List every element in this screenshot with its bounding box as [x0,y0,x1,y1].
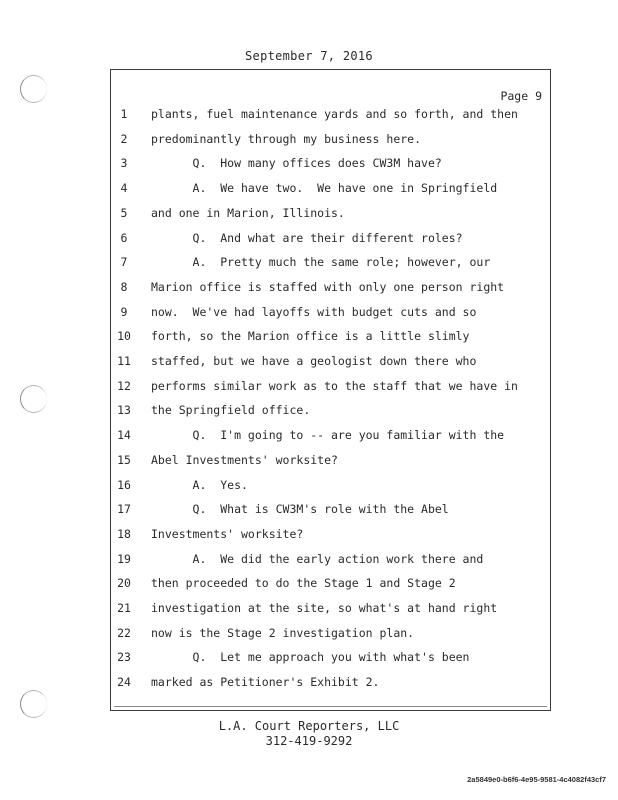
line-text: A. We have two. We have one in Springfield [151,181,498,196]
line-number: 12 [117,378,131,393]
line-number: 2 [120,131,128,146]
punch-hole-top [20,75,47,103]
line-number: 11 [117,354,131,368]
line-number: 23 [117,650,131,665]
page-number: Page 9 [500,89,542,103]
line-text: A. We did the early action work there and [151,551,484,566]
line-number: 22 [117,625,131,640]
line-number: 17 [117,502,131,517]
line-number: 18 [117,526,131,541]
line-number: 15 [117,452,131,467]
line-number: 14 [117,428,131,443]
frame-bottom-rule [114,706,547,707]
line-text: Q. How many offices does CW3M have? [151,156,442,171]
line-number: 20 [117,576,131,591]
line-number: 4 [120,181,128,196]
line-text: A. Pretty much the same role; however, our [151,255,491,270]
line-text: Q. And what are their different roles? [151,230,463,245]
line-text: now. We've had layoffs with budget cuts and so [151,304,477,319]
line-text: plants, fuel maintenance yards and so forth, and then [151,107,518,121]
line-number: 21 [117,601,131,615]
line-text: staffed, but we have a geologist down there who [151,354,477,368]
punch-hole-bottom [20,690,47,718]
line-text: investigation at the site, so what's at hand right [151,601,498,615]
line-text: then proceeded to do the Stage 1 and Stage 2 [151,576,456,591]
document-hash: 2a5849e0-b6f6-4e95-9581-4c4082f43cf7 [467,775,606,784]
line-text: Marion office is staffed with only one person right [151,279,505,294]
line-text: performs similar work as to the staff that we have in [151,378,518,393]
court-reporter-phone: 312-419-9292 [265,734,353,748]
line-text: Investments' worksite? [151,526,304,541]
line-number: 9 [120,304,128,319]
line-text: and one in Marion, Illinois. [151,205,345,220]
line-text: A. Yes. [151,477,248,492]
line-number: 3 [120,156,128,171]
line-number: 10 [117,329,131,344]
line-number: 13 [117,403,131,418]
line-number: 6 [120,230,128,245]
line-number: 1 [120,107,128,121]
line-text: Q. I'm going to -- are you familiar with the [151,428,505,443]
line-number: 24 [117,675,131,690]
line-number: 8 [120,279,128,294]
line-text: Q. What is CW3M's role with the Abel [151,502,449,517]
line-text: forth, so the Marion office is a little slimly [151,329,470,344]
line-text: Q. Let me approach you with what's been [151,650,470,665]
line-number: 16 [117,477,131,492]
line-text: Abel Investments' worksite? [151,452,338,467]
footer [0,719,618,749]
line-number: 7 [120,255,128,270]
court-reporter-name: L.A. Court Reporters, LLC [218,719,400,733]
transcript-date: September 7, 2016 [245,49,373,63]
line-text: now is the Stage 2 investigation plan. [151,625,415,640]
line-text: marked as Petitioner's Exhibit 2. [151,675,380,690]
punch-hole-middle [20,385,47,413]
line-text: the Springfield office. [151,403,311,418]
line-number: 5 [120,205,128,220]
line-text: predominantly through my business here. [151,131,422,146]
line-number: 19 [117,551,131,566]
